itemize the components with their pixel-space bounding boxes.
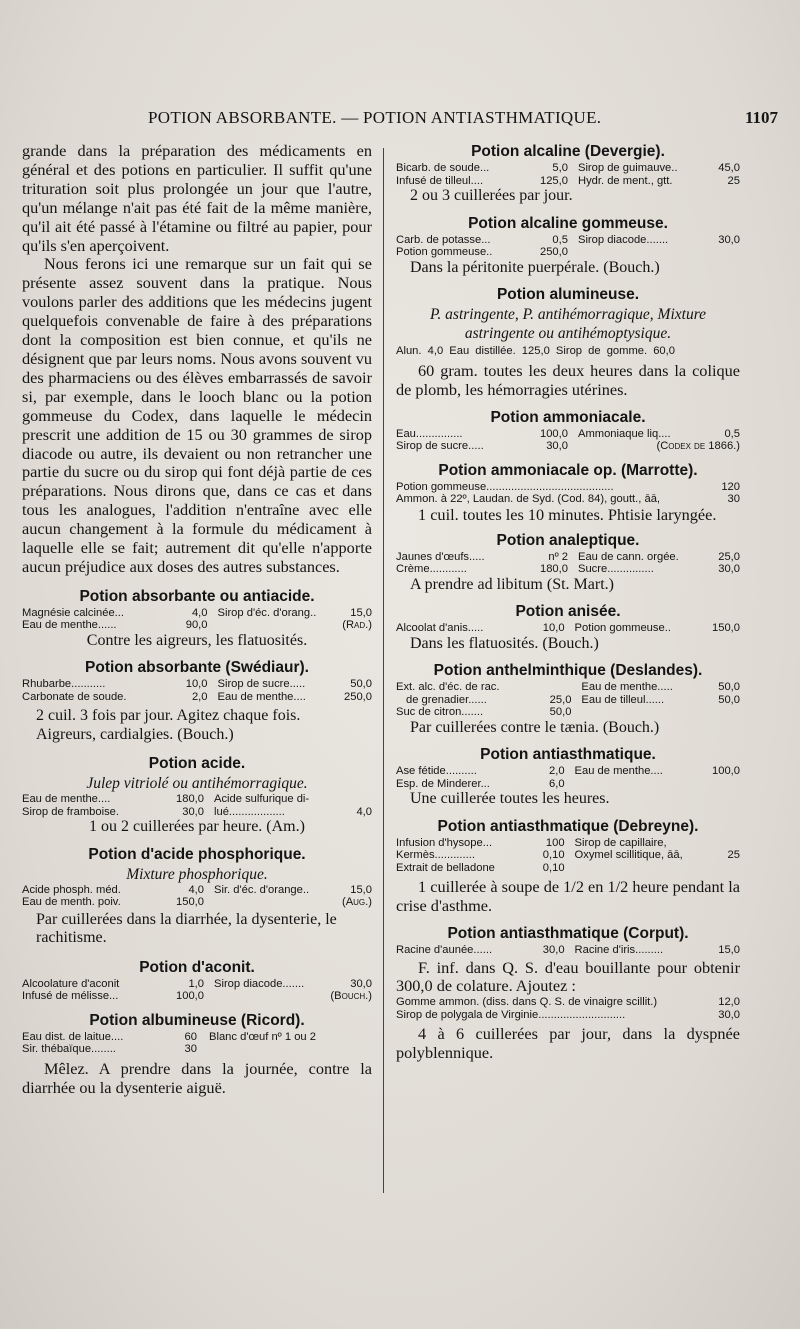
recipe-aconit [22, 958, 372, 1003]
recipe-title: Potion antiasthmatique (Corput). [447, 925, 689, 943]
ingredient-qty: 15,0 [718, 944, 740, 957]
recipe-ammoniacale [396, 408, 740, 453]
ingredient-name: Potion gommeuse.. [574, 622, 671, 635]
ingredient-qty: 25,0 [718, 550, 740, 563]
running-title: POTION ABSORBANTE. — POTION ANTIASTHMATIQUE. [148, 108, 602, 127]
ingredient-name: Infusé de mélisse... [22, 990, 119, 1003]
ingredient-table [22, 1031, 372, 1056]
right-column [396, 142, 740, 1063]
ingredient-qty: 250,0 [344, 690, 372, 703]
ingredient-qty: 15,0 [350, 606, 372, 619]
ingredient-qty: 4,0 [356, 805, 372, 818]
ingredient-name: Sirop de capillaire, [574, 836, 667, 849]
ingredient-qty: 30,0 [350, 977, 372, 990]
recipe-direction: Par cuillerées dans la diarrhée, la dysenterie, le rachitisme. [36, 910, 337, 947]
ingredient-qty: 30,0 [718, 1008, 740, 1021]
ingredient-table [22, 678, 372, 703]
ingredient-qty: 4,0 [191, 606, 208, 619]
ingredient-name: Sirop diacode....... [214, 977, 305, 990]
ingredient-name: Alcoolat d'anis..... [396, 622, 484, 635]
ingredient-row [396, 849, 740, 862]
ingredient-name: Eau de cann. orgée. [577, 550, 679, 563]
ingredient-name: Sir. d'éc. d'orange.. [214, 883, 310, 896]
intro-paragraph: grande dans la préparation des médicaments en général et des potions en particulier. Il suffit qu'une trituration soit plus prolongée un jour que l'autre, qu'un mélange n'ait pas été fait de la même manière, qu'il ait été passé à l'étamine ou filtré au papier, pour qu'ils s'en aperçoivent. [22, 141, 372, 255]
ingredient-qty: 1,0 [188, 977, 204, 990]
ingredient-name: Ammoniaque liq.... [577, 427, 671, 440]
ingredient-name: Acide sulfurique di- [214, 793, 310, 806]
ingredient-row [396, 551, 740, 564]
ingredient-name: Infusé de tilleul.... [396, 174, 484, 187]
ingredient-name: Rhubarbe........... [22, 678, 106, 691]
ingredient-qty: 6,0 [548, 777, 565, 790]
ingredient-row [396, 706, 740, 719]
ingredient-name: Infusion d'hysope... [396, 836, 493, 849]
ingredient-qty: 2,0 [548, 765, 565, 778]
recipe-direction: A prendre ad libitum (St. Mart.) [410, 575, 614, 593]
ingredient-name: Eau dist. de laitue.... [22, 1030, 124, 1043]
ingredient-row [396, 440, 740, 453]
recipe-analeptique [396, 531, 740, 595]
recipe-direction: Mêlez. A prendre dans la journée, contre la diarrhée ou la dysenterie aiguë. [22, 1058, 372, 1097]
ingredient-name: Suc de citron....... [396, 706, 484, 719]
ingredient-qty: 4,0 [188, 883, 204, 896]
column-divider [383, 148, 384, 1193]
ingredient-qty: 10,0 [185, 678, 208, 691]
ingredient-table [396, 162, 740, 187]
recipe-direction: Par cuillerées contre le tænia. (Bouch.) [410, 718, 660, 736]
ingredient-row [396, 862, 740, 875]
ingredient-name: Eau de tilleul...... [581, 693, 665, 706]
ingredient-table [22, 607, 372, 632]
ingredient-qty: 10,0 [542, 622, 565, 635]
ingredient-table [22, 978, 372, 1003]
ingredient-row [396, 246, 740, 259]
ingredient-row [396, 234, 740, 247]
ingredient-qty: 30,0 [718, 233, 740, 246]
ingredient-row [396, 162, 740, 175]
ingredient-name: Carb. de potasse... [396, 233, 491, 246]
ingredient-qty [337, 793, 372, 806]
ingredient-name: Esp. de Minderer... [396, 777, 490, 790]
ingredient-qty: 25,0 [549, 693, 572, 706]
recipe-direction: Une cuillerée toutes les heures. [410, 790, 610, 808]
ingredient-name: Sirop de polygala de Virginie............................ [396, 1008, 626, 1021]
recipe-title: Potion ammoniacale op. (Marrotte). [438, 461, 698, 479]
recipe-title: Potion absorbante (Swédiaur). [85, 659, 309, 677]
recipe-alcaline-devergie [396, 142, 740, 206]
ingredient-name: Ase fétide.......... [396, 765, 477, 778]
ingredient-row [396, 622, 740, 635]
ingredient-qty: 2,0 [191, 690, 208, 703]
ingredient-qty: 45,0 [718, 162, 740, 174]
ingredient-qty: 30,0 [182, 805, 204, 818]
ingredient-row [22, 691, 372, 704]
recipe-subtitle: Julep vitriolé ou antihémorragique. [86, 775, 308, 793]
recipe-antiasthmatique-corput [396, 924, 740, 1063]
ingredient-table [396, 622, 740, 635]
recipe-title: Potion absorbante ou antiacide. [79, 587, 315, 605]
recipe-title: Potion analeptique. [496, 531, 640, 549]
ingredient-row [396, 681, 740, 694]
recipe-title: Potion albumineuse (Ricord). [89, 1011, 305, 1029]
ingredient-qty: 0,10 [542, 849, 565, 862]
recipe-subtitle: P. astringente, P. antihémorragique, Mixture astringente ou antihémoptysique. [429, 306, 707, 342]
ingredient-name: Carbonate de soude. [22, 690, 127, 703]
ingredient-qty: 30 [727, 493, 740, 506]
recipe-alumineuse [396, 285, 740, 400]
ingredient-name: Bicarb. de soude... [396, 162, 490, 174]
ingredient-row [22, 607, 372, 620]
ingredient-name: Blanc d'œuf nº 1 ou 2 [209, 1030, 316, 1043]
ingredient-row [396, 694, 740, 707]
ingredient-name: Sirop d'éc. d'orang.. [217, 606, 317, 619]
ingredient-qty: 120 [721, 480, 740, 493]
ingredient-name: Eau de menthe.... [22, 793, 111, 806]
ingredient-qty: 50,0 [718, 693, 740, 706]
ingredient-name: Eau de menth. poiv. [22, 896, 121, 909]
recipe-anisee [396, 602, 740, 653]
ingredient-name: Eau de menthe.... [217, 690, 306, 703]
ingredient-qty: 5,0 [552, 162, 568, 174]
ingredient-qty: nº 2 [548, 550, 568, 563]
recipe-alcaline-gommeuse [396, 214, 740, 278]
ingredient-name: Oxymel scillitique, āā, [574, 849, 683, 862]
ingredient-name: Magnésie calcinée... [22, 606, 124, 619]
source-reference: (Bouch.) [330, 990, 372, 1003]
ingredient-name: Eau............... [396, 427, 463, 440]
ingredient-name: Sir. thébaïque........ [22, 1043, 116, 1056]
page-number: 1107 [744, 108, 778, 127]
recipe-title: Potion antiasthmatique. [480, 746, 656, 764]
ingredient-name: Eau de menthe...... [22, 619, 117, 632]
ingredient-row [22, 1043, 372, 1056]
ingredient-table [396, 481, 740, 506]
ingredient-qty: 30 [184, 1043, 197, 1056]
recipe-title: Potion alumineuse. [496, 286, 640, 303]
source-reference: (Codex de 1866.) [656, 440, 740, 453]
ingredient-qty: 250,0 [539, 246, 568, 258]
ingredient-row [396, 563, 740, 576]
ingredient-qty: 60 [184, 1030, 197, 1043]
recipe-direction: Dans les flatuosités. (Bouch.) [410, 634, 599, 652]
recipe-title: Potion acide. [148, 755, 246, 773]
recipe-direction: F. inf. dans Q. S. d'eau bouillante pour obtenir 300,0 de colature. Ajoutez : [396, 957, 740, 996]
ingredient-qty: 25 [727, 849, 740, 862]
recipe-absorbante-swediaur [22, 658, 372, 744]
recipe-albumineuse-ricord [22, 1011, 372, 1098]
ingredient-name: Sucre............... [577, 563, 654, 576]
recipe-subtitle: Mixture phosphorique. [126, 865, 268, 883]
ingredient-name: Sirop de guimauve.. [577, 162, 678, 174]
recipe-direction: 2 cuil. 3 fois par jour. Agitez chaque fois. Aigreurs, cardialgies. (Bouch.) [36, 707, 301, 743]
ingredient-qty: 30,0 [546, 440, 568, 453]
ingredient-qty: 180,0 [176, 793, 204, 806]
ingredient-name: Crème............ [396, 563, 467, 576]
ingredient-row [22, 990, 372, 1003]
recipe-antiasthmatique [396, 745, 740, 809]
ingredient-row [22, 1031, 372, 1044]
recipe-antiasthmatique-debreyne [396, 817, 740, 916]
recipe-direction: Dans la péritonite puerpérale. (Bouch.) [410, 258, 660, 276]
recipe-title: Potion alcaline gommeuse. [468, 214, 668, 232]
recipe-title: Potion d'acide phosphorique. [88, 845, 306, 863]
ingredient-row [396, 175, 740, 188]
ingredient-qty: 15,0 [350, 883, 372, 896]
ingredient-qty: 150,0 [712, 622, 740, 635]
recipe-direction: Contre les aigreurs, les flatuosités. [86, 631, 308, 649]
ingredient-row [396, 481, 740, 494]
ingredient-row [22, 806, 372, 819]
recipe-direction: 60 gram. toutes les deux heures dans la colique de plomb, les hémorragies utérines. [396, 361, 740, 399]
ingredient-table [396, 234, 740, 259]
ingredient-qty [534, 681, 572, 694]
ingredient-row [22, 793, 372, 806]
ingredient-qty: 30,0 [542, 944, 565, 957]
ingredient-row [22, 884, 372, 897]
recipe-title: Potion d'aconit. [139, 958, 255, 976]
ingredient-qty: 100,0 [712, 765, 740, 778]
ingredient-qty: 100 [545, 836, 565, 849]
ingredient-row [396, 996, 740, 1009]
ingredient-name: de grenadier...... [406, 693, 487, 706]
ingredient-name: Ammon. à 22º, Laudan. de Syd. (Cod. 84), goutt., āā, [396, 493, 661, 506]
ingredient-qty: 0,5 [552, 233, 568, 246]
recipe-direction: 2 ou 3 cuillerées par jour. [410, 187, 573, 204]
ingredient-name: Kermès............. [396, 849, 475, 862]
ingredient-row [396, 765, 740, 778]
recipe-acide [22, 754, 372, 837]
ingredient-name: Racine d'iris......... [574, 944, 664, 957]
ingredient-row [22, 978, 372, 991]
recipe-direction: 4 à 6 cuillerées par jour, dans la dyspnée polyblennique. [396, 1024, 740, 1063]
recipe-absorbante-antiacide [22, 587, 372, 651]
ingredient-qty: 0,10 [542, 861, 565, 874]
ingredient-name: Potion gommeuse......................................... [396, 480, 614, 493]
recipe-title: Potion anthelminthique (Deslandes). [433, 662, 703, 680]
ingredient-row [22, 896, 372, 909]
recipe-title: Potion alcaline (Devergie). [471, 143, 665, 160]
ingredient-name: Acide phosph. méd. [22, 883, 121, 896]
ingredient-table [22, 884, 372, 909]
ingredient-name: Sirop de sucre..... [217, 678, 306, 691]
ingredient-table [22, 793, 372, 818]
ingredient-name: Eau de menthe.... [574, 765, 663, 778]
ingredient-row [22, 678, 372, 691]
ingredient-table [396, 428, 740, 453]
ingredient-qty: 125,0 [539, 174, 568, 187]
ingredient-table [396, 765, 740, 790]
left-column [22, 142, 372, 1098]
ingredient-qty: 150,0 [176, 896, 204, 909]
ingredient-row [396, 837, 740, 850]
ingredient-table [396, 996, 740, 1021]
ingredient-qty: 50,0 [549, 706, 572, 719]
ingredient-name: Sirop de sucre..... [396, 440, 484, 453]
ingredient-name: lué.................. [214, 805, 285, 818]
recipe-anthelminthique [396, 661, 740, 737]
ingredient-row [22, 619, 372, 632]
recipe-title: Potion ammoniacale. [490, 408, 646, 426]
ingredient-qty: 90,0 [185, 619, 208, 632]
ingredient-row [396, 1009, 740, 1022]
ingredient-qty: 50,0 [718, 681, 740, 694]
ingredient-name: Sirop diacode....... [577, 233, 669, 246]
ingredient-name: Alcoolature d'aconit [22, 977, 120, 990]
ingredient-name: Extrait de belladone [396, 861, 495, 874]
ingredient-table [396, 837, 740, 875]
remark-paragraph: Nous ferons ici une remarque sur un fait qui se présente assez souvent dans la pratique. Nous voulons parler des additions que les médecins jugent quelquefois convenable de faire à des préparations dont la composition est bien connue, et qu'ils ne désignent que par leurs noms. Nous avons souvent vu des pharmaciens ou des élèves embarrassés de savoir si, par exemple, dans le looch blanc ou la potion gommeuse du Codex, dans laquelle le médecin prescrit une addition de 15 ou 30 grammes de sirop diacode ou autre, ils devaient ou non retrancher une partie du sucre ou du sirop qui font déjà partie de ces préparations. Nous dirons que, dans ce cas et dans tous les analogues, l'addition n'entraîne avec elle aucun changement à la formule du médicament à laquelle elle se fait; autrement dit qu'elle n'apporte aucun préjudice aux doses des autres substances. [22, 254, 372, 576]
recipe-direction: 1 cuillerée à soupe de 1/2 en 1/2 heure pendant la crise d'asthme. [396, 877, 740, 916]
ingredient-qty: 100,0 [176, 990, 204, 1003]
ingredient-table [396, 944, 740, 957]
ingredient-name: Racine d'aunée...... [396, 944, 493, 957]
recipe-direction: 1 ou 2 cuillerées par heure. (Am.) [89, 818, 305, 836]
ingredient-qty: 25 [727, 174, 740, 187]
recipe-title: Potion anisée. [515, 603, 621, 621]
ingredient-qty: 12,0 [718, 996, 740, 1009]
ingredient-name: Jaunes d'œufs..... [396, 550, 485, 563]
source-reference: (Rad.) [342, 619, 372, 632]
ingredient-row [396, 778, 740, 791]
recipe-title: Potion antiasthmatique (Debreyne). [437, 817, 699, 835]
ingredient-row [396, 944, 740, 957]
ingredient-name: Gomme ammon. (diss. dans Q. S. de vinaigre scillit.) [396, 996, 658, 1009]
ingredient-name: Hydr. de ment., gtt. [577, 174, 673, 187]
ingredient-qty: 180,0 [539, 563, 568, 576]
ingredient-qty [712, 837, 740, 850]
ingredient-row [396, 428, 740, 441]
recipe-phosphorique [22, 845, 372, 948]
recipe-direction: 1 cuil. toutes les 10 minutes. Phtisie laryngée. [418, 504, 717, 524]
ingredient-qty: 30,0 [718, 563, 740, 576]
ingredient-name: Potion gommeuse.. [396, 246, 493, 258]
ingredient-qty: 0,5 [724, 427, 740, 440]
ingredient-row [396, 493, 740, 506]
ingredient-name: Eau de menthe..... [581, 681, 673, 694]
ingredient-qty: 50,0 [350, 678, 372, 691]
ingredient-line: Alun. 4,0 Eau distillée. 125,0 Sirop de gomme. 60,0 [396, 345, 675, 357]
recipe-ammoniacale-op [396, 461, 740, 525]
ingredient-name: Ext. alc. d'éc. de rac. [396, 681, 500, 694]
ingredient-table [396, 681, 740, 719]
ingredient-name: Sirop de framboise. [22, 805, 120, 818]
source-reference: (Aug.) [341, 896, 372, 909]
ingredient-qty: 100,0 [539, 427, 568, 440]
ingredient-table [396, 551, 740, 576]
